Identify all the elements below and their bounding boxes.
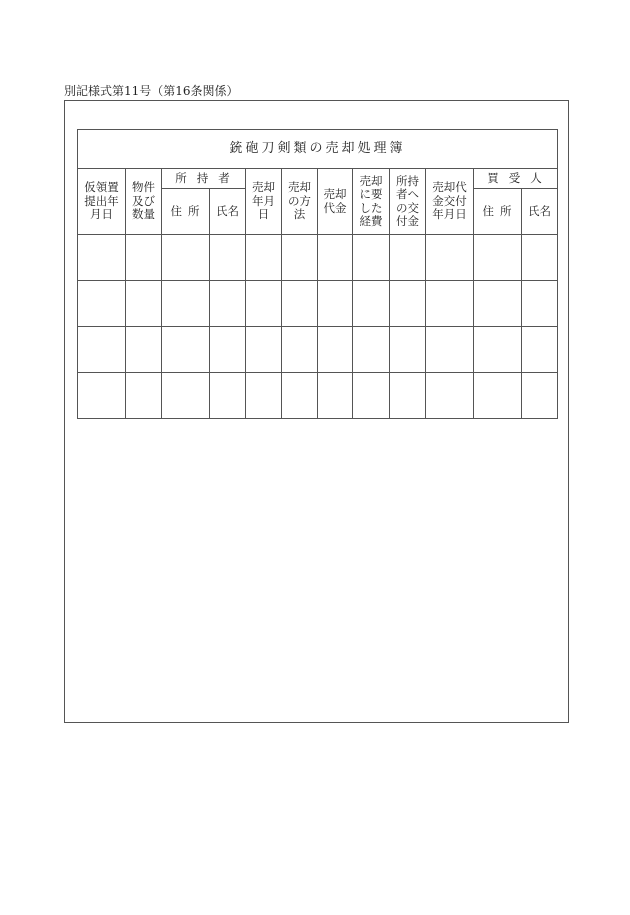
table-row [78,281,558,327]
table-cell[interactable] [474,327,522,373]
table-cell[interactable] [282,235,318,281]
table-cell[interactable] [390,235,426,281]
header-buyer-group: 買受人 [474,169,558,189]
header-buyer-name: 氏名 [522,189,558,235]
table-cell[interactable] [318,373,353,419]
table-cell[interactable] [522,235,558,281]
table-cell[interactable] [246,235,282,281]
table-cell[interactable] [474,373,522,419]
header-sale-price: 売却 代金 [318,169,353,235]
table-cell[interactable] [426,281,474,327]
table-cell[interactable] [210,327,246,373]
header-buyer-address: 住所 [474,189,522,235]
form-number-label: 別記様式第11号（第16条関係） [64,84,239,98]
table-cell[interactable] [126,373,162,419]
table-cell[interactable] [78,373,126,419]
table-cell[interactable] [126,281,162,327]
table-cell[interactable] [390,281,426,327]
table-cell[interactable] [282,373,318,419]
header-sale-date: 売却 年月 日 [246,169,282,235]
table-cell[interactable] [162,235,210,281]
table-cell[interactable] [126,235,162,281]
table-cell[interactable] [426,327,474,373]
table-cell[interactable] [474,281,522,327]
header-delivery-amount: 所持 者へ の交 付金 [390,169,426,235]
table-cell[interactable] [162,373,210,419]
header-provisional-date: 仮領置 提出年 月日 [78,169,126,235]
table-row [78,327,558,373]
sale-register-table [77,129,558,419]
table-row [78,235,558,281]
header-owner-group: 所持者 [162,169,246,189]
table-cell[interactable] [126,327,162,373]
table-cell[interactable] [318,327,353,373]
table-cell[interactable] [353,281,390,327]
table-cell[interactable] [353,327,390,373]
table-cell[interactable] [390,373,426,419]
table-cell[interactable] [162,327,210,373]
table-cell[interactable] [353,235,390,281]
table-cell[interactable] [426,373,474,419]
table-cell[interactable] [210,235,246,281]
table-cell[interactable] [522,327,558,373]
header-delivery-date: 売却代 金交付 年月日 [426,169,474,235]
table-cell[interactable] [282,327,318,373]
table-cell[interactable] [78,235,126,281]
table-cell[interactable] [390,327,426,373]
table-cell[interactable] [78,281,126,327]
table-cell[interactable] [246,281,282,327]
table-cell[interactable] [282,281,318,327]
table-cell[interactable] [246,373,282,419]
table-row [78,373,558,419]
table-cell[interactable] [162,281,210,327]
header-item-quantity: 物件 及び 数量 [126,169,162,235]
table-cell[interactable] [246,327,282,373]
header-owner-address: 住所 [162,189,210,235]
header-owner-name: 氏名 [210,189,246,235]
header-sale-method: 売却 の方 法 [282,169,318,235]
header-sale-cost: 売却 に要 した 経費 [353,169,390,235]
table-cell[interactable] [318,281,353,327]
table-cell[interactable] [522,281,558,327]
table-cell[interactable] [210,281,246,327]
register-body [78,235,558,419]
table-cell[interactable] [522,373,558,419]
table-cell[interactable] [210,373,246,419]
table-cell[interactable] [474,235,522,281]
table-cell[interactable] [78,327,126,373]
register-title: 銃砲刀剣類の売却処理簿 [78,130,558,169]
table-cell[interactable] [426,235,474,281]
table-cell[interactable] [318,235,353,281]
table-cell[interactable] [353,373,390,419]
